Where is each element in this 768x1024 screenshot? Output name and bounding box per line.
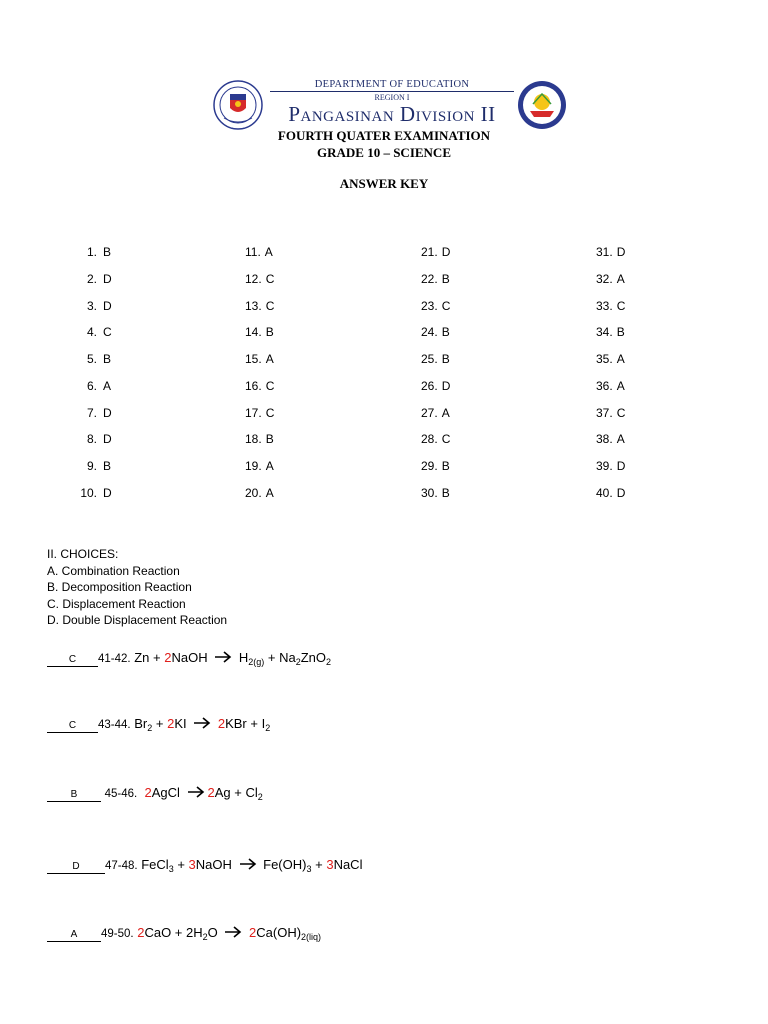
product: + Na	[264, 650, 296, 665]
answer-number: 7.	[86, 405, 97, 420]
answer-number: 34.	[596, 325, 613, 340]
answer-item	[596, 431, 625, 458]
answer-letter: A	[265, 459, 274, 473]
reactant: NaOH	[195, 857, 232, 872]
choice-item: D. Double Displacement Reaction	[47, 613, 228, 628]
equation-item	[47, 857, 362, 874]
answer-item	[596, 485, 625, 512]
arrow-icon	[214, 651, 232, 663]
department-name: DEPARTMENT OF EDUCATION	[314, 79, 470, 90]
equation-item	[47, 650, 331, 667]
answer-item	[421, 324, 450, 351]
answer-item	[67, 378, 112, 405]
answer-letter: C	[441, 432, 451, 447]
reactant: Br	[134, 716, 148, 731]
coefficient: 2	[167, 716, 175, 731]
equation-item	[47, 925, 321, 942]
equation-item	[47, 785, 263, 802]
arrow-icon	[224, 926, 242, 938]
answer-letter: B	[103, 459, 112, 473]
answer-letter: B	[616, 325, 625, 340]
answer-letter: C	[265, 271, 275, 286]
answer-item	[245, 431, 274, 458]
reactant: NaOH	[171, 650, 208, 665]
answer-letter: D	[103, 298, 112, 313]
answer-item	[67, 244, 112, 271]
answer-number: 28.	[421, 432, 438, 447]
answer-letter: C	[616, 405, 626, 420]
answer-item	[596, 244, 625, 271]
answer-number: 19.	[245, 459, 262, 473]
grade-subject: GRADE 10 – SCIENCE	[317, 145, 451, 160]
answer-column	[245, 244, 274, 512]
deped-seal-icon	[213, 80, 263, 130]
answer-letter: B	[441, 485, 450, 500]
operator: +	[152, 716, 168, 731]
answer-letter: C	[265, 378, 275, 393]
answer-item	[421, 298, 450, 325]
answer-letter: D	[103, 405, 112, 420]
answer-blank: D	[47, 861, 105, 874]
answer-letter: A	[265, 485, 274, 500]
answer-number: 2.	[86, 271, 97, 286]
answer-letter: A	[103, 378, 112, 393]
answer-item	[421, 485, 450, 512]
reactant: AgCl	[151, 785, 180, 800]
subscript: 3	[168, 864, 174, 874]
answer-letter: C	[441, 298, 451, 313]
answer-item	[421, 351, 450, 378]
reactant: O	[207, 925, 218, 940]
answer-number: 27.	[421, 405, 438, 420]
answer-key-title: ANSWER KEY	[339, 176, 429, 191]
answer-number: 3.	[86, 298, 97, 313]
coefficient: 3	[188, 857, 196, 872]
answer-number: 23.	[421, 298, 438, 313]
item-label: 45-46.	[104, 788, 138, 800]
answer-number: 10.	[80, 485, 97, 500]
arrow-icon	[193, 717, 211, 729]
coefficient: 3	[326, 857, 334, 872]
answer-letter: A	[264, 245, 273, 259]
answer-letter: B	[265, 325, 274, 340]
answer-letter: A	[616, 352, 625, 366]
answer-letter: D	[103, 485, 112, 500]
answer-letter: B	[265, 432, 274, 447]
answer-letter: A	[616, 432, 625, 447]
arrow-icon	[187, 786, 205, 798]
answer-letter: B	[441, 352, 450, 366]
answer-item	[245, 271, 274, 298]
answer-item	[245, 324, 274, 351]
answer-number: 31.	[596, 245, 613, 259]
operator: +	[173, 857, 189, 872]
answer-number: 29.	[421, 459, 438, 473]
answer-number: 26.	[421, 378, 438, 393]
answer-number: 17.	[245, 405, 262, 420]
arrow-icon	[239, 858, 257, 870]
answer-item	[596, 351, 625, 378]
answer-item	[245, 378, 274, 405]
coefficient: 2	[207, 785, 215, 800]
answer-letter: D	[103, 432, 112, 447]
subscript: 2	[147, 723, 153, 733]
item-label: 41-42.	[98, 653, 131, 665]
division-name: Pangasinan Division II	[288, 102, 496, 126]
choice-item: B. Decomposition Reaction	[47, 580, 192, 595]
answer-item	[421, 271, 450, 298]
choice-item: C. Displacement Reaction	[47, 596, 186, 611]
answer-blank: A	[47, 929, 101, 942]
answer-number: 4.	[86, 325, 97, 340]
answer-item	[421, 458, 450, 485]
answer-item	[421, 378, 450, 405]
equation-item	[47, 716, 270, 733]
answer-number: 13.	[245, 298, 262, 313]
reactant: KI	[174, 716, 187, 731]
answer-item	[596, 458, 625, 485]
answer-letter: C	[265, 298, 275, 313]
reactant: Zn +	[134, 650, 165, 665]
answer-number: 22.	[421, 271, 438, 286]
answer-number: 5.	[86, 352, 97, 366]
answer-letter: C	[265, 405, 275, 420]
answer-letter: D	[616, 485, 626, 500]
choice-item: A. Combination Reaction	[47, 563, 180, 578]
product: Fe(OH)	[263, 857, 307, 872]
product: Ca(OH)	[256, 925, 302, 940]
answer-letter: A	[441, 405, 450, 420]
answer-item	[245, 351, 274, 378]
region-name: REGION I	[374, 93, 410, 102]
answer-letter: A	[616, 378, 625, 393]
answer-item	[421, 431, 450, 458]
answer-item	[596, 298, 625, 325]
answer-number: 25.	[421, 352, 438, 366]
answer-number: 16.	[245, 378, 262, 393]
subscript: 2(liq)	[301, 932, 322, 942]
answer-number: 33.	[596, 298, 613, 313]
operator: +	[311, 857, 327, 872]
product: ZnO	[300, 650, 326, 665]
subscript: 2	[326, 657, 332, 667]
subscript: 2	[265, 723, 271, 733]
choices-section	[47, 546, 227, 629]
subscript: 2	[202, 932, 208, 942]
answer-item	[245, 244, 274, 271]
answer-column	[596, 244, 625, 512]
subscript: 3	[306, 864, 312, 874]
answer-item	[596, 405, 625, 432]
coefficient: 2	[164, 650, 172, 665]
answer-letter: B	[441, 271, 450, 286]
answer-number: 39.	[596, 459, 613, 473]
answer-number: 20.	[245, 485, 262, 500]
product: H	[238, 650, 249, 665]
answer-letter: B	[103, 245, 112, 259]
exam-title: FOURTH QUATER EXAMINATION	[277, 128, 491, 143]
coefficient: 2	[217, 716, 226, 731]
answer-item	[67, 405, 112, 432]
product: Ag + Cl	[214, 785, 258, 800]
answer-number: 11.	[245, 245, 261, 259]
answer-number: 36.	[596, 378, 613, 393]
answer-number: 6.	[86, 378, 97, 393]
answer-letter: D	[103, 271, 112, 286]
answer-number: 15.	[245, 352, 262, 366]
answer-number: 37.	[596, 405, 613, 420]
item-label: 47-48.	[105, 860, 138, 872]
answer-item	[67, 351, 112, 378]
answer-number: 18.	[245, 432, 262, 447]
subscript: 2	[295, 657, 301, 667]
answer-letter: D	[441, 245, 451, 259]
answer-letter: A	[616, 271, 625, 286]
answer-number: 35.	[596, 352, 613, 366]
answer-item	[596, 324, 625, 351]
product: NaCl	[333, 857, 363, 872]
answer-blank: C	[47, 720, 98, 733]
answer-item	[245, 298, 274, 325]
letterhead-rule	[270, 91, 514, 92]
answer-number: 32.	[596, 271, 613, 286]
answer-number: 9.	[86, 459, 97, 473]
answer-number: 8.	[86, 432, 97, 447]
division-letterhead	[270, 78, 514, 125]
answer-blank: B	[47, 789, 101, 802]
answer-number: 14.	[245, 325, 262, 340]
answer-item	[67, 458, 112, 485]
answer-blank: C	[47, 654, 98, 667]
answer-item	[245, 485, 274, 512]
answer-column	[421, 244, 450, 512]
answer-letter: B	[441, 325, 450, 340]
answer-letter: C	[103, 325, 112, 340]
answer-letter: B	[441, 459, 450, 473]
answer-item	[596, 378, 625, 405]
item-label: 49-50.	[101, 928, 134, 940]
answer-letter: D	[441, 378, 451, 393]
answer-item	[596, 271, 625, 298]
answer-number: 1.	[86, 245, 97, 259]
answer-number: 24.	[421, 325, 438, 340]
choices-heading: II. CHOICES:	[47, 547, 119, 561]
division-seal-icon	[517, 80, 567, 130]
answer-letter: D	[616, 459, 626, 473]
reactant: CaO + 2H	[144, 925, 203, 940]
answer-item	[421, 405, 450, 432]
answer-number: 12.	[245, 271, 262, 286]
subscript: 2(g)	[248, 657, 265, 667]
answer-item	[67, 324, 112, 351]
answer-item	[67, 431, 112, 458]
answer-letter: A	[265, 352, 274, 366]
answer-item	[245, 405, 274, 432]
item-label: 43-44.	[98, 719, 131, 731]
reactant: FeCl	[141, 857, 169, 872]
answer-item	[245, 458, 274, 485]
answer-column	[67, 244, 112, 512]
answer-number: 30.	[421, 485, 438, 500]
coefficient: 2	[144, 785, 152, 800]
answer-letter: C	[616, 298, 626, 313]
product: KBr + I	[225, 716, 266, 731]
answer-item	[421, 244, 450, 271]
answer-number: 40.	[596, 485, 613, 500]
coefficient: 2	[249, 925, 257, 940]
answer-letter: B	[103, 352, 112, 366]
answer-item	[67, 271, 112, 298]
answer-letter: D	[616, 245, 626, 259]
subscript: 2	[257, 792, 263, 802]
answer-item	[67, 485, 112, 512]
coefficient: 2	[137, 925, 145, 940]
answer-item	[67, 298, 112, 325]
answer-number: 38.	[596, 432, 613, 447]
answer-number: 21.	[421, 245, 438, 259]
